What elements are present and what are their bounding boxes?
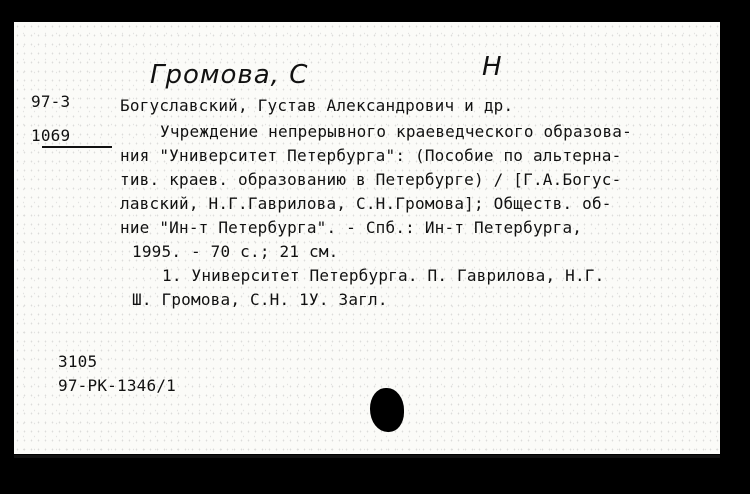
description-line: ния "Университет Петербурга": (Пособие по альтерна- — [120, 146, 622, 165]
author-heading: Богуславский, Густав Александрович и др. — [120, 96, 514, 115]
title-line: Учреждение непрерывного краеведческого образова- — [160, 122, 632, 141]
tracings-line: 1. Университет Петербурга. П. Гаврилова, Н.Г. — [162, 266, 605, 285]
catalog-card — [14, 22, 720, 454]
card-bottom-edge — [14, 455, 720, 458]
record-number: 97-PK-1346/1 — [58, 376, 176, 395]
description-line: 1995. - 70 с.; 21 см. — [132, 242, 339, 261]
description-line: лавский, Н.Г.Гаврилова, С.Н.Громова]; Обществ. об- — [120, 194, 612, 213]
inventory-number: 3105 — [58, 352, 98, 371]
call-number-top: 97-3 — [31, 92, 71, 111]
handwritten-name: Громова, С — [150, 60, 309, 90]
description-line: ние "Ин-т Петербурга". - Спб.: Ин-т Петербурга, — [120, 218, 583, 237]
handwritten-mark: Н — [482, 52, 503, 82]
tracings-line: Ш. Громова, С.Н. 1У. Загл. — [132, 290, 388, 309]
call-number-divider — [42, 146, 112, 148]
punch-hole — [370, 388, 404, 432]
call-number-bottom: 1069 — [31, 126, 71, 145]
description-line: тив. краев. образованию в Петербурге) / [Г.А.Богус- — [120, 170, 622, 189]
